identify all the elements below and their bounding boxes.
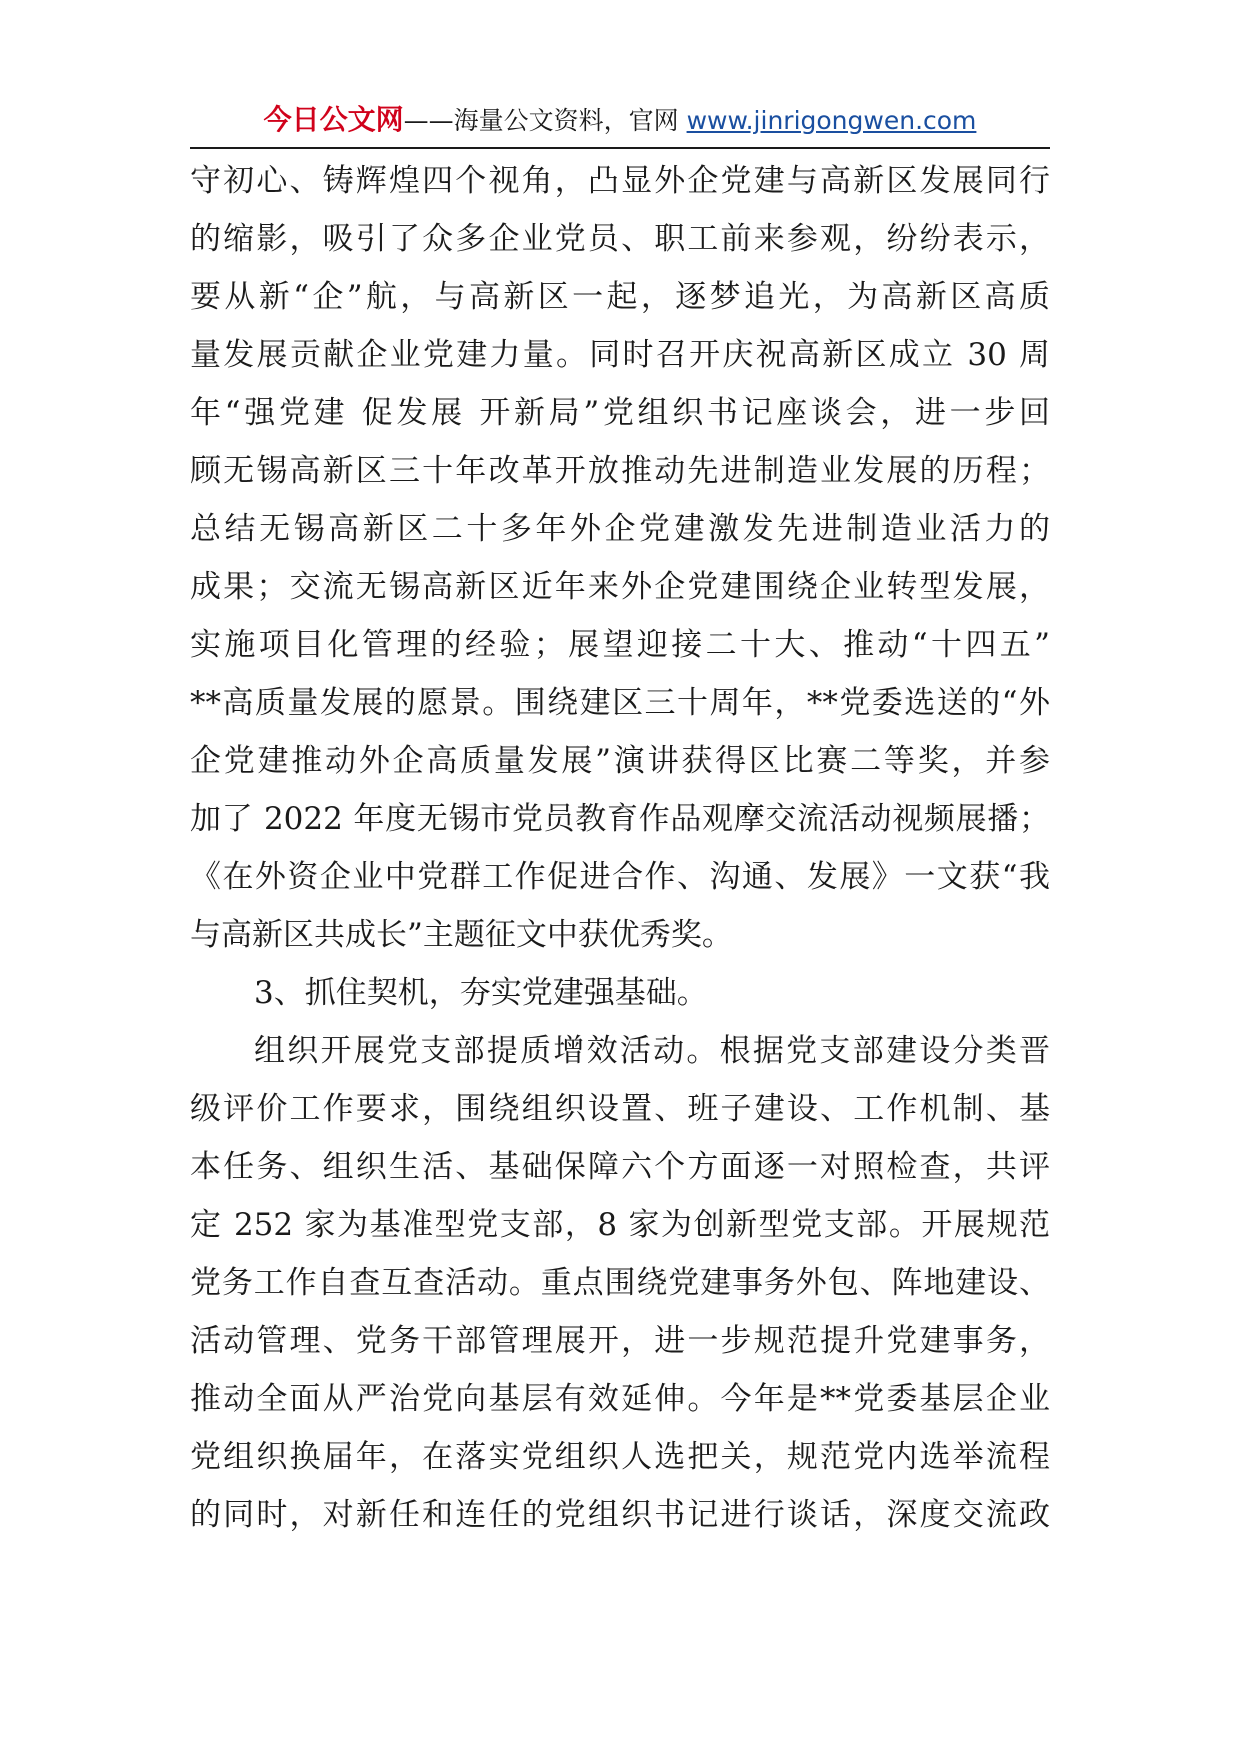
site-tagline: ——海量公文资料，官网 [403, 106, 687, 135]
body-line: 成果；交流无锡高新区近年来外企党建围绕企业转型发展， [190, 569, 1050, 605]
body-line: 本任务、组织生活、基础保障六个方面逐一对照检查，共评 [190, 1149, 1050, 1185]
body-line: 守初心、铸辉煌四个视角，凸显外企党建与高新区发展同行 [190, 163, 1050, 199]
body-line: 推动全面从严治党向基层有效延伸。今年是**党委基层企业 [190, 1381, 1050, 1417]
body-line: 实施项目化管理的经验；展望迎接二十大、推动“十四五” [190, 627, 1050, 663]
site-name: 今日公文网 [263, 103, 404, 136]
body-line: 的缩影，吸引了众多企业党员、职工前来参观，纷纷表示， [190, 221, 1050, 257]
body-line: 党务工作自查互查活动。重点围绕党建事务外包、阵地建设、 [190, 1265, 1050, 1301]
body-line: 量发展贡献企业党建力量。同时召开庆祝高新区成立 30 周 [190, 337, 1050, 373]
body-line: 顾无锡高新区三十年改革开放推动先进制造业发展的历程； [190, 453, 1050, 489]
body-line: 的同时，对新任和连任的党组织书记进行谈话，深度交流政 [190, 1497, 1050, 1533]
section-heading: 3、抓住契机，夯实党建强基础。 [254, 975, 708, 1011]
body-line: 党组织换届年，在落实党组织人选把关，规范党内选举流程 [190, 1439, 1050, 1475]
body-line: 活动管理、党务干部管理展开，进一步规范提升党建事务， [190, 1323, 1050, 1359]
paragraph-first-line: 组织开展党支部提质增效活动。根据党支部建设分类晋 [254, 1033, 1050, 1069]
body-line: **高质量发展的愿景。围绕建区三十周年，**党委选送的“外 [190, 685, 1050, 721]
body-line: 总结无锡高新区二十多年外企党建激发先进制造业活力的 [190, 511, 1050, 547]
body-line: 级评价工作要求，围绕组织设置、班子建设、工作机制、基 [190, 1091, 1050, 1127]
body-line: 年“强党建 促发展 开新局”党组织书记座谈会，进一步回 [190, 395, 1050, 431]
site-url-link[interactable]: www.jinrigongwen.com [686, 106, 977, 135]
header-divider [190, 147, 1050, 149]
body-line: 与高新区共成长”主题征文中获优秀奖。 [190, 917, 733, 953]
body-line: 加了 2022 年度无锡市党员教育作品观摩交流活动视频展播； [190, 801, 1050, 837]
document-body [190, 152, 1050, 1544]
body-line: 要从新“企”航，与高新区一起，逐梦追光，为高新区高质 [190, 279, 1050, 315]
body-line: 《在外资企业中党群工作促进合作、沟通、发展》一文获“我 [190, 859, 1050, 895]
body-line: 企党建推动外企高质量发展”演讲获得区比赛二等奖，并参 [190, 743, 1050, 779]
page-header [0, 100, 1240, 141]
body-line: 定 252 家为基准型党支部，8 家为创新型党支部。开展规范 [190, 1207, 1050, 1243]
